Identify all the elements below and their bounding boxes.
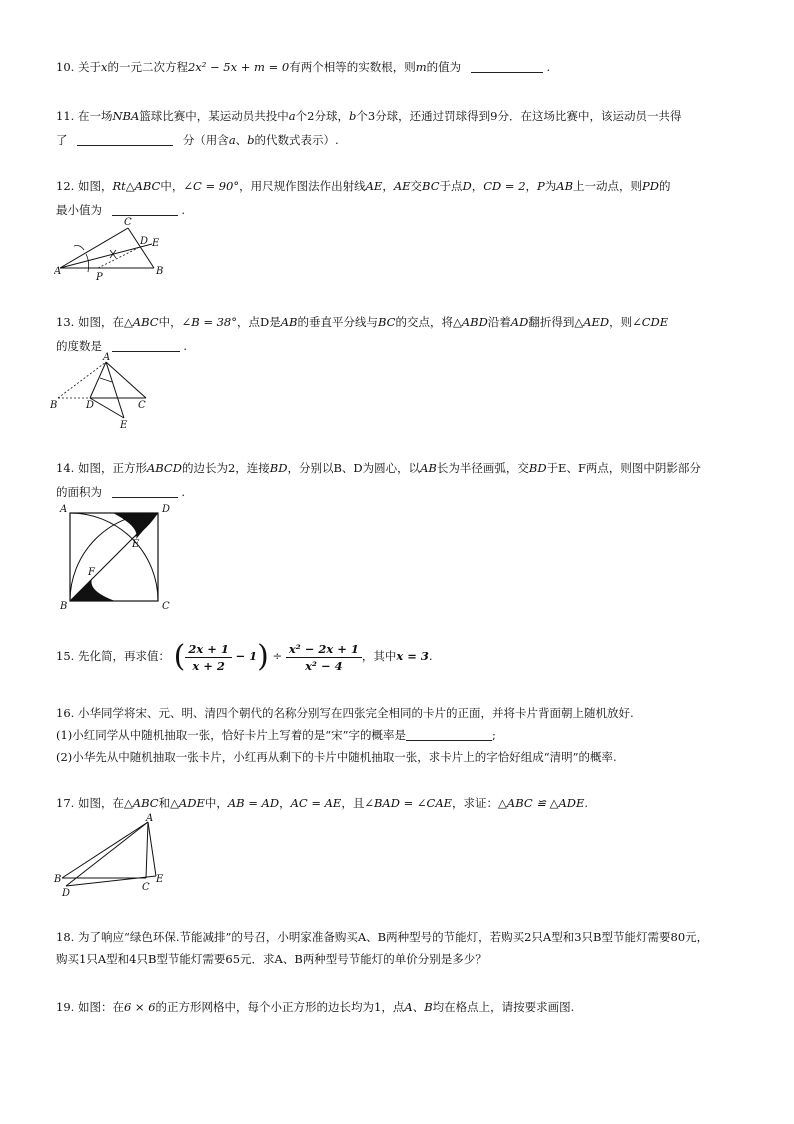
- q18-number: 18.: [56, 930, 75, 944]
- question-17: 17. 如图，在△ABC和△ADE中，AB = AD，AC = AE，且∠BAD = ∠CAE，求证：△ABC ≌ △ADE.: [56, 796, 589, 810]
- q14-number: 14.: [56, 461, 75, 475]
- q13-label-a: A: [103, 352, 111, 363]
- q14-answer-blank[interactable]: [112, 483, 178, 498]
- question-19: 19. 如图：在6 × 6的正方形网格中，每个小正方形的边长均为1，点A、B均在格点上，请按要求画图.: [56, 1000, 575, 1014]
- q16-answer-blank[interactable]: [406, 726, 492, 741]
- q12-figure: [54, 214, 170, 280]
- q12-label-a: A: [54, 266, 62, 277]
- q17-number: 17.: [56, 796, 75, 810]
- q14-label-c: C: [162, 601, 170, 611]
- q17-label-c: C: [142, 882, 150, 893]
- q16-number: 16.: [56, 706, 75, 720]
- q11-number: 11.: [56, 109, 75, 123]
- q12-label-p: P: [96, 272, 103, 280]
- q17-label-e: E: [156, 874, 164, 885]
- q10-number: 10.: [56, 60, 75, 74]
- q13-answer-blank[interactable]: [112, 337, 180, 352]
- q13-figure: [50, 352, 160, 430]
- question-12: 12. 如图，Rt△ABC中，∠C = 90°，用尺规作图法作出射线AE，AE交BC于点D，CD = 2，P为AB上一动点，则PD的 最小值为 .: [56, 179, 671, 217]
- q14-label-e: E: [132, 539, 140, 550]
- q11-answer-blank[interactable]: [77, 131, 173, 146]
- q17-label-a: A: [146, 813, 154, 824]
- q13-label-b: B: [50, 400, 58, 411]
- q14-label-a: A: [60, 504, 68, 515]
- q15-fraction-1: $\frac{2x + 1}{x + 2}$: [185, 641, 232, 674]
- q14-label-b: B: [60, 601, 68, 611]
- q14-label-f: F: [88, 567, 95, 578]
- q17-figure: [52, 812, 174, 898]
- q13-number: 13.: [56, 315, 75, 329]
- question-11: 11. 在一场NBA篮球比赛中，某运动员共投中a个2分球，b个3分球，还通过罚球得到9分．在这场比赛中，该运动员一共得 了 分（用含a、b的代数式表示）.: [56, 109, 682, 147]
- q12-label-e: E: [152, 238, 160, 249]
- q15-number: 15.: [56, 649, 75, 663]
- q17-label-b: B: [54, 874, 62, 885]
- q12-label-b: B: [156, 266, 164, 277]
- question-13: 13. 如图，在△ABC中，∠B = 38°，点D是AB的垂直平分线与BC的交点，将△ABD沿着AD翻折得到△AED，则∠CDE 的度数是 .: [56, 315, 669, 353]
- question-14: 14. 如图，正方形ABCD的边长为2，连接BD，分别以B、D为圆心，以AB长为半径画弧，交BD于E、F两点，则图中阴影部分 的面积为 .: [56, 461, 701, 499]
- q12-label-c: C: [124, 217, 132, 228]
- question-18: 18. 为了响应“绿色环保.节能减排”的号召，小明家准备购买A、B两种型号的节能灯，若购买2只A型和3只B型节能灯需要80元， 购买1只A型和4只B型节能灯需要65元．求A、B两种型号节能灯的单价分别是多少？: [56, 930, 709, 966]
- q12-number: 12.: [56, 179, 75, 193]
- question-16: 16. 小华同学将宋、元、明、清四个朝代的名称分别写在四张完全相同的卡片的正面，并将卡片背面朝上随机放好. (1)小红同学从中随机抽取一张，恰好卡片上写着的是“宋”字的概率是 ; (2)小华先从中随机抽取一张卡片，小红再从剩下的卡片中随机抽取一张，求卡片上的字恰好组成“清明”的概率.: [56, 706, 634, 764]
- q17-label-d: D: [62, 888, 71, 898]
- question-10: 10. 关于x的一元二次方程2x² − 5x + m = 0有两个相等的实数根，则m的值为 .: [56, 60, 551, 74]
- q13-label-c: C: [138, 400, 146, 411]
- q19-number: 19.: [56, 1000, 75, 1014]
- q10-equation: 2x² − 5x + m = 0: [187, 60, 290, 74]
- q14-label-d: D: [162, 504, 171, 515]
- q15-fraction-2: $\frac{\text{x² − 2x + 1}}{\text{x² − 4}}$: [286, 641, 362, 674]
- question-15: 15. 先化简，再求值： ( $\frac{2x + 1}{x + 2}$ − 1) ÷ $\frac{\text{x² − 2x + 1}}{\text{x² − 4}}$ ，其中x = 3.: [56, 639, 433, 674]
- q12-label-d: D: [140, 236, 149, 247]
- q13-label-e: E: [120, 420, 128, 430]
- q14-figure: [58, 503, 182, 611]
- q10-answer-blank[interactable]: [471, 58, 543, 73]
- q13-label-d: D: [86, 400, 95, 411]
